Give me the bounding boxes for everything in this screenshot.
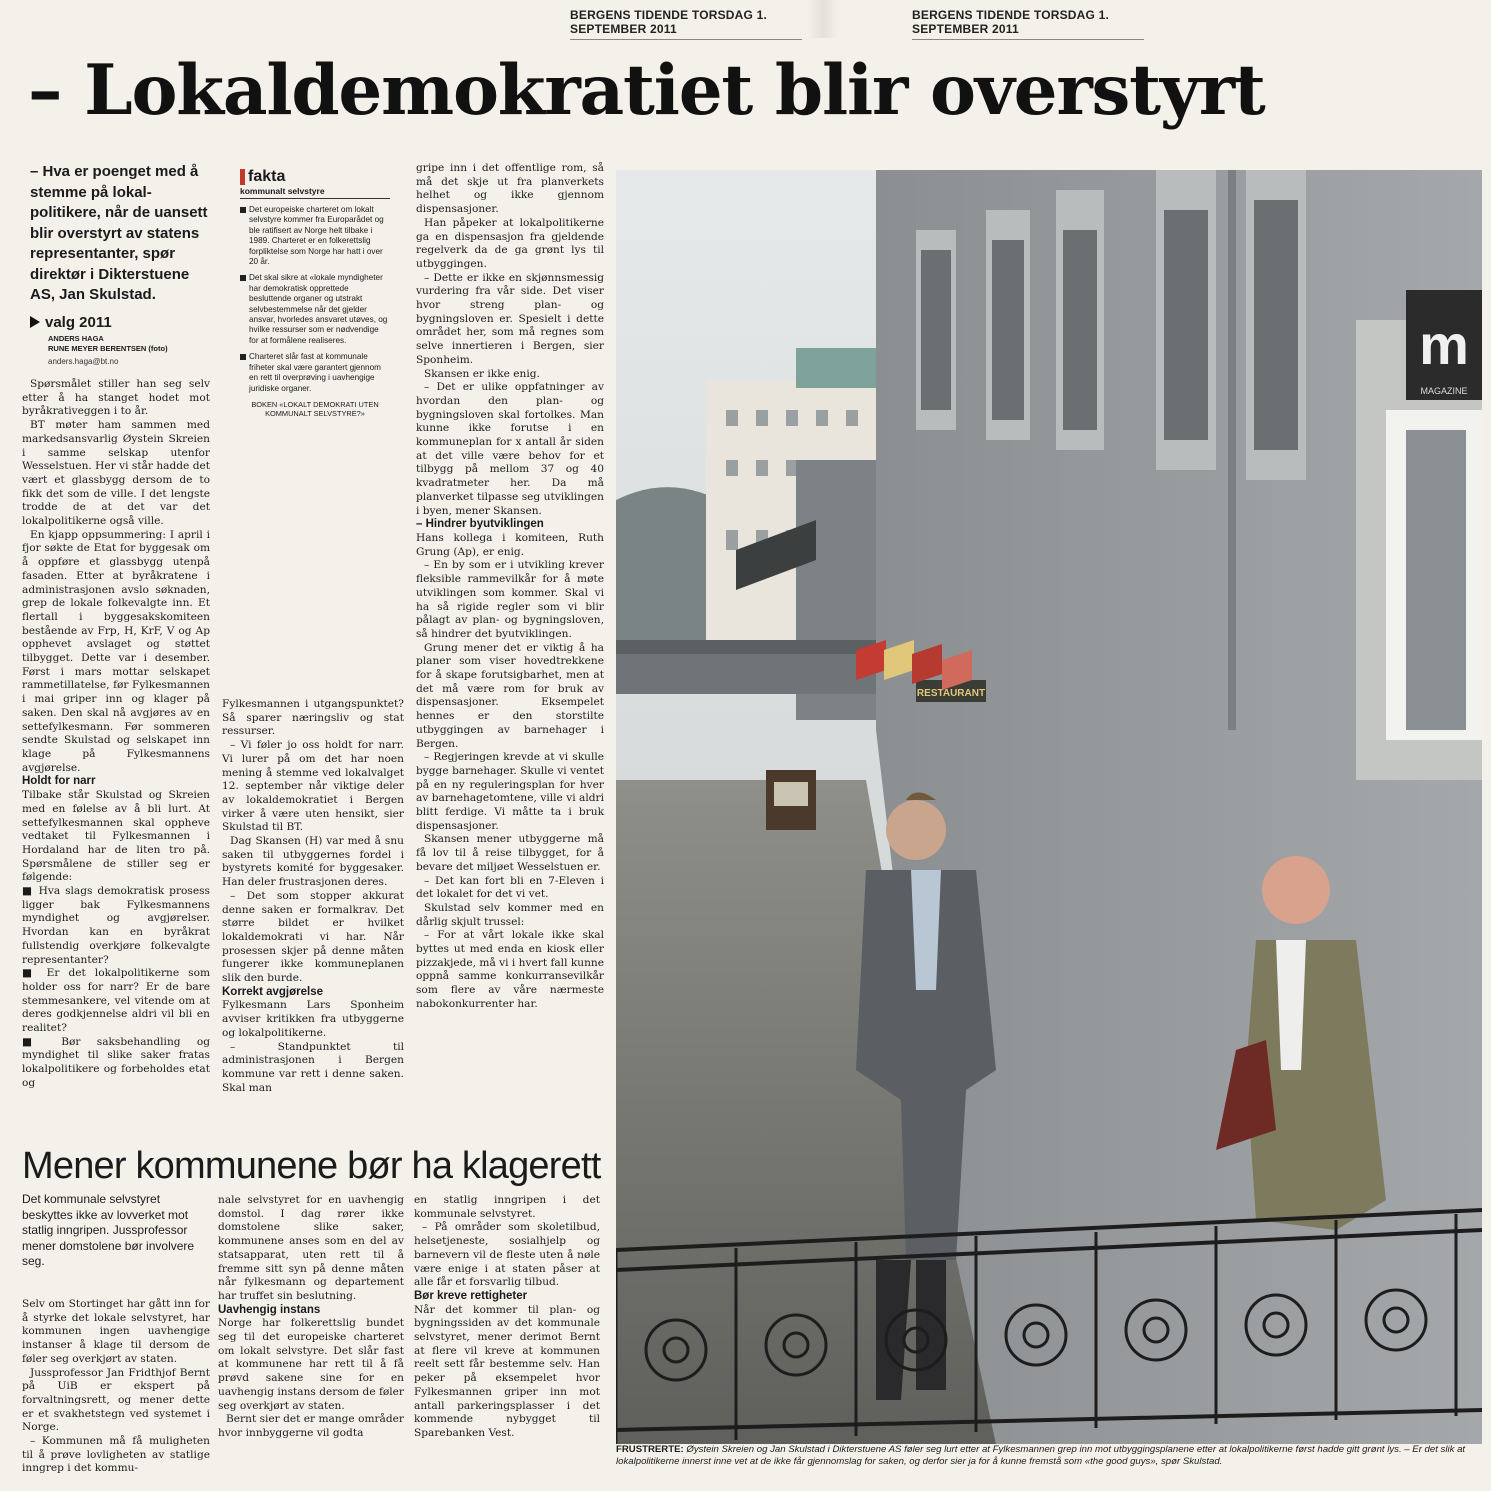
paragraph: En kjapp oppsummering: I april i fjor søkte de Etat for byggesak om å oppføre et glassbygg utenpå fasaden. Etter at byråkratene i administrasjonen avslo søknaden, grep de lokale folkevalgte inn. Et flertall i byggesakskomiteen bestående av Frp, H, KrF, V og Ap opphevet avslaget og støttet tilbygget. Dette var i desember. Først i mars mottar selskapet rammetillatelse, før Fylkesmannen i mai griper inn og klager på saken. Den skal nå avgjøres av en settefylkesmann. Før sommeren sendte Skulstad og selskapet inn klage på Fylkesmannens avgjørelse. [22, 528, 210, 774]
paragraph: – Det kan fort bli en 7-Eleven i det lokalet for det vi vet. [416, 874, 604, 901]
section-tag[interactable] [30, 314, 112, 331]
bullet-question: ■ Er det lokalpolitikerne som holder oss for narr? Er de bare stemmesankere, vel vitende om at deres godkjennelse aldri vil bli en realitet? [22, 967, 210, 1035]
secondary-column-1 [22, 1298, 210, 1476]
fakta-box [240, 168, 390, 419]
secondary-ingress: Det kommunale selvstyret beskyttes ikke av lovverket mot statlig inngripen. Jussprofessor mener domstolene bør involvere seg. [22, 1192, 195, 1268]
fakta-item-text: Charteret slår fast at kommunale friheter skal være garantert gjennom en rett til overprøving i uavhengige juridiske organer. [249, 352, 381, 393]
folio-right: BERGENS TIDENDE TORSDAG 1. SEPTEMBER 2011 [912, 8, 1144, 40]
article-photo [616, 170, 1482, 1444]
paragraph: Skulstad selv kommer med en dårlig skjult trussel: [416, 901, 604, 928]
paragraph: – Regjeringen krevde at vi skulle bygge barnehager. Skulle vi ventet på en ny reguleringsplan for hver av barnehagetomtene, ville vi aldri blitt ferdige. Vi måtte ta i bruk dispensasjoner. [416, 751, 604, 832]
byline-email[interactable]: anders.haga@bt.no [48, 357, 119, 366]
paragraph: Bernt sier det er mange områder hvor innbyggerne vil godta [218, 1413, 404, 1439]
subheading: Bør kreve rettigheter [414, 1289, 528, 1302]
paragraph: gripe inn i det offentlige rom, så må det skje ut fra planverkets helhet og ikke gjennom dispensasjoner. [416, 162, 604, 216]
paragraph: Fylkesmannen i utgangspunktet? Så sparer næringsliv og stat ressurser. [222, 698, 404, 738]
fakta-source: BOKEN «LOKALT DEMOKRATI UTEN KOMMUNALT SELVSTYRE?» [251, 399, 379, 419]
lead-paragraph: – Hva er poenget med å stemme på lokal-politikere, når de uansett blir overstyrt av statens representanter, spør direktør i Dikterstuene AS, Jan Skulstad. [30, 163, 208, 303]
paragraph: – Kommunen må få muligheten til å prøve lovligheten av statlige inngrep i det kommu- [22, 1435, 210, 1475]
paragraph: Jussprofessor Jan Fridthjof Bernt på UiB er ekspert på forvaltningsrett, og mener dette er et svakhetstegn ved systemet i Norge. [22, 1366, 210, 1434]
subheading: Uavhengig instans [218, 1303, 321, 1316]
paragraph: Grung mener det er viktig å ha planer som viser hovedtrekkene for å skape forutsigbarhet, men at det må være rom for bruk av dispensasjoner. Eksempelet hennes er den storstilte utbyggingen av barnehager i Bergen. [416, 641, 604, 750]
subheading: – Hindrer byutviklingen [416, 518, 544, 531]
secondary-column-2 [218, 1194, 404, 1441]
fakta-item-text: Det skal sikre at «lokale myndigheter har demokratisk opprettede besluttende organer og utstrakt selvbestemmelse når det gjelder ansvar, hvorledes ansvaret utøves, og hvilke ressurser som er nødvendige for at formålene realiseres. [249, 273, 388, 345]
paragraph: Skansen er ikke enig. [424, 367, 540, 380]
paragraph: – Det er ulike oppfatninger av hvordan den plan- og bygningsloven skal fortolkes. Man kunne ikke forutse i en kommuneplan for x antall år siden at det ville være behov for et tilbygg på mellom 37 og 40 kvadratmeter her. Da må planverket tilpasse seg utviklingen i byen, mener Skansen. [416, 381, 604, 517]
paragraph: – Standpunktet til administrasjonen i Bergen kommune var rett i denne saken. Skal man [222, 1040, 404, 1094]
article-column-2 [222, 698, 404, 1095]
paragraph: – Dette er ikke en skjønnsmessig vurdering fra vår side. Det viser hvor streng plan- og bygningsloven er. Spesielt i dette området her, som må regnes som selve innertieren i Bergen, sier Sponheim. [416, 271, 604, 366]
restaurant-sign: RESTAURANT [916, 688, 986, 699]
caption-label: FRUSTRERTE: [616, 1444, 684, 1455]
paragraph: Norge har folkerettslig bundet seg til det europeiske charteret om lokalt selvstyre. Det slår fast at kommunene har rett til å få prøvd sakene sine for en uavhengig instans dersom de føler seg overkjørt av staten. [218, 1317, 404, 1412]
paragraph: Tilbake står Skulstad og Skreien med en følelse av å bli lurt. At settefylkesmannen skal oppheve vedtaket til Fylkesmannen i Hordaland har de liten tro på. Spørsmålene de stiller seg er følgende: [22, 789, 210, 884]
paragraph: Selv om Stortinget har gått inn for å styrke det lokale selvstyret, har kommunen ingen uavhengige instanser å klage til dersom de føler seg overkjørt av staten. [22, 1298, 210, 1365]
street-scene-illustration [616, 170, 1482, 1444]
square-bullet-icon [240, 354, 246, 360]
fakta-item [240, 273, 390, 346]
subheading: Holdt for narr [22, 775, 96, 788]
magazine-sign-sub: MAGAZINE [1420, 386, 1468, 396]
paragraph: en statlig inngripen i det kommunale selvstyret. [414, 1194, 600, 1220]
fakta-item [240, 205, 390, 267]
paragraph: – På områder som skoletilbud, helsetjeneste, sosialhjelp og barnevern vil de fleste uten å nøle være enige i at staten påser at alle får et forsvarlig tilbud. [414, 1221, 600, 1289]
paragraph: Dag Skansen (H) var med å snu saken til utbyggernes fordel i bystyrets komité for byggesaker. Han deler frustrasjonen deres. [222, 835, 404, 889]
paragraph: – En by som er i utvikling krever fleksible rammevilkår for å møte utviklingen som kommer. Skal vi ha så rigide regler som vi blir pålagt av plan- og bygningsloven, så hindrer det byutviklingen. [416, 559, 604, 640]
fakta-title: fakta [248, 168, 286, 185]
fakta-subtitle: kommunalt selvstyre [240, 186, 390, 199]
section-tag-label: valg 2011 [45, 314, 112, 331]
play-arrow-icon [30, 316, 40, 328]
secondary-column-3 [414, 1194, 600, 1441]
paragraph: Fylkesmann Lars Sponheim avviser kritikken fra utbyggerne og lokalpolitikerne. [222, 999, 404, 1039]
square-bullet-icon [240, 275, 246, 281]
paragraph: BT møter ham sammen med markedsansvarlig Øystein Skreien i samme selskap utenfor Wesselstuen. Her vi står hadde det vært et glassbygg dersom de to fikk det som de ville. I det lengste trodde de at det var det lokalpolitikerne også ville. [22, 419, 210, 528]
article-column-3 [416, 162, 604, 1012]
byline [48, 334, 168, 353]
magazine-sign: m [1419, 313, 1469, 376]
byline-author: ANDERS HAGA [48, 334, 104, 343]
caption-text: Øystein Skreien og Jan Skulstad i Dikterstuene AS føler seg lurt etter at Fylkesmannen grep inn mot utbyggingsplanene etter at lokalpolitikerne først hadde gitt grønt lys. – Er det slik at lokalpolitikerne innerst inne vet at de ikke får gjennomslag for saken, og derfor sier ja for å kunne fremstå som «the good guys», spør Skulstad. [616, 1444, 1466, 1467]
paragraph: Skansen mener utbyggerne må få lov til å reise tilbygget, for å bevare det miljøet Wesselstuen er. [416, 833, 604, 873]
square-bullet-icon [240, 207, 246, 213]
subheading: Korrekt avgjørelse [222, 985, 323, 998]
fakta-header [240, 168, 390, 186]
paragraph: nale selvstyret for en uavhengig domstol. I dag rører ikke domstolene slike saker, kommunene anses som en del av statsapparat, uten rett til å fremme sitt syn på denne måten når fylkesmann og departement har truffet sin beslutning. [218, 1194, 404, 1302]
paragraph: – Det som stopper akkurat denne saken er formalkrav. Det større bildet er hvilket lokaldemokrati vi har. Når prosessen skjer på denne måten fungerer ikke kommuneplanen slik den burde. [222, 889, 404, 985]
bullet-question: ■ Hva slags demokratisk prosess ligger bak Fylkesmannens myndighet og avgjørelser. Hvordan kan en byråkrat fullstendig overkjøre folkevalgte representanter? [22, 885, 210, 966]
secondary-headline: Mener kommunene bør ha klagerett [22, 1145, 601, 1187]
fakta-item-text: Det europeiske charteret om lokalt selvstyre kommer fra Europarådet og ble ratifisert av Norge helt tilbake i 1989. Charteret er en folkerettslig forpliktelse som Norge har hatt i over 20 år. [249, 205, 384, 267]
folio-left: BERGENS TIDENDE TORSDAG 1. SEPTEMBER 2011 [570, 8, 802, 40]
paragraph: – For at vårt lokale ikke skal byttes ut med enda en kiosk eller pizzakjede, må vi i hvert fall kunne oppnå samme konkurransevilkår som flere av våre nærmeste nabokonkurrenter har. [416, 929, 604, 1010]
byline-photographer: RUNE MEYER BERENTSEN (foto) [48, 343, 168, 353]
fakta-item [240, 352, 390, 394]
fakta-bar-icon [240, 169, 245, 185]
paragraph: – Vi føler jo oss holdt for narr. Vi lurer på om det har noen mening å stemme ved lokalvalget 12. september når viktige deler av lokaldemokratiet i Bergen virker å være uten hensikt, sier Skulstad til BT. [222, 739, 404, 834]
bullet-question: ■ Bør saksbehandling og myndighet til slike saker fratas lokalpolitikere og forbeholdes etat og [22, 1035, 210, 1089]
article-column-1 [22, 378, 210, 1091]
paragraph: Når det kommer til plan- og bygningssiden av det kommunale selvstyret, mener derimot Bernt at flere vil kreve at kommunen reelt sett får bestemme selv. Han peker på eksempelet hvor Fylkesmannen griper inn mot antall parkeringsplasser i det kommende nybygget til Sparebanken Vest. [414, 1303, 600, 1439]
photo-caption [616, 1444, 1482, 1468]
paragraph: Hans kollega i komiteen, Ruth Grung (Ap), er enig. [416, 531, 604, 558]
paragraph: Spørsmålet stiller han seg selv etter å ha stanget hodet mot byråkrativeggen i to år. [22, 378, 210, 418]
page-fold [808, 0, 838, 38]
page-headline: – Lokaldemokratiet blir overstyrt [28, 50, 1265, 131]
paragraph: Han påpeker at lokalpolitikerne ga en dispensasjon fra gjeldende regelverk da de ga grønt lys til utbyggingen. [416, 216, 604, 270]
